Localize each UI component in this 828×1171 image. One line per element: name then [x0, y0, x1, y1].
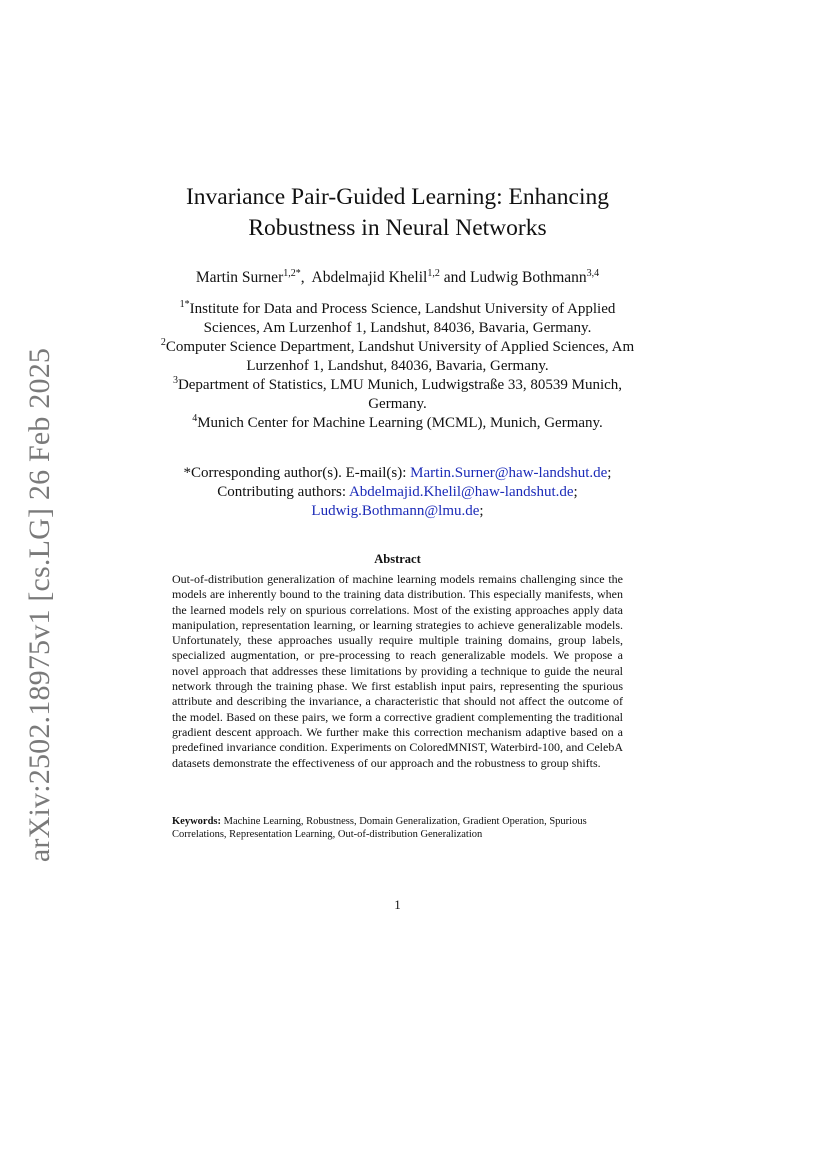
- contributing-authors-line-2: [150, 502, 645, 521]
- affiliation-text: Munich Center for Machine Learning (MCML), Munich, Germany.: [197, 415, 603, 431]
- title-line-2: Robustness in Neural Networks: [248, 215, 547, 241]
- email-separator: ;: [573, 484, 578, 500]
- affiliation: [150, 338, 645, 376]
- author-list: [150, 268, 645, 288]
- author-separator: and: [439, 269, 470, 286]
- contributing-authors-label: Contributing authors:: [217, 484, 349, 500]
- abstract-text: Out-of-distribution generalization of machine learning models remains challenging since the models are inherently bound to the training data distribution. This especially manifests, when the learned models rely on spurious correlations. Most of the existing approaches apply data manipulation, representation learning, or learning strategies to achieve generalizable models. Unfortunately, these approaches usually require multiple training domains, group labels, specialized augmentation, or pre-processing to reach generalizable models. We propose a novel approach that addresses these limitations by providing a technique to guide the neural network through the training phase. We first establish input pairs, representing the spurious attribute and describing the invariance, a characteristic that should not affect the outcome of the model. Based on these pairs, we form a corrective gradient complementing the traditional gradient descent approach. We further make this correction mechanism adaptive based on a predefined invariance condition. Experiments on ColoredMNIST, Waterbird-100, and CelebA datasets demonstrate the effectiveness of our approach and the robustness to group shifts.: [172, 572, 623, 770]
- contributing-authors-line: [150, 483, 645, 502]
- keywords: [172, 815, 623, 841]
- contributing-email-link[interactable]: Ludwig.Bothmann@lmu.de: [311, 503, 480, 519]
- contributing-email-link[interactable]: Abdelmajid.Khelil@haw-landshut.de: [348, 484, 574, 500]
- author-name: Martin Surner: [195, 269, 284, 286]
- affiliation: [150, 376, 645, 414]
- keywords-label: Keywords:: [172, 816, 221, 827]
- abstract-heading: Abstract: [374, 552, 421, 566]
- author-name: Abdelmajid Khelil: [311, 269, 428, 286]
- paper-title: [150, 182, 645, 244]
- affiliation-list: [150, 300, 645, 433]
- arxiv-identifier-stamp: arXiv:2502.18975v1 [cs.LG] 26 Feb 2025: [23, 347, 56, 863]
- affiliation-text: Department of Statistics, LMU Munich, Ludwigstraße 33, 80539 Munich, Germany.: [177, 377, 623, 412]
- author-name: Ludwig Bothmann: [469, 269, 587, 286]
- affiliation-text: Institute for Data and Process Science, Landshut University of Applied Sciences, Am Lurzenhof 1, Landshut, 84036, Bavaria, Germany.: [189, 301, 616, 336]
- corresponding-email-link[interactable]: Martin.Surner@haw-landshut.de: [410, 465, 608, 481]
- page-number: 1: [394, 897, 401, 912]
- affiliation: [150, 414, 645, 433]
- author-affiliation-marker: 1,2*: [283, 267, 301, 279]
- keywords-text: Machine Learning, Robustness, Domain Generalization, Gradient Operation, Spurious Correlations, Representation Learning, Out-of-distribution Generalization: [172, 816, 587, 840]
- title-line-1: Invariance Pair-Guided Learning: Enhancing: [185, 184, 609, 210]
- email-separator: ;: [479, 503, 484, 519]
- affiliation-marker: 4: [192, 413, 198, 424]
- affiliation-marker: 1*: [179, 299, 190, 310]
- affiliation: [150, 300, 645, 338]
- contact-information: [150, 464, 645, 521]
- email-separator: ;: [607, 465, 612, 481]
- affiliation-text: Computer Science Department, Landshut University of Applied Sciences, Am Lurzenhof 1, Landshut, 84036, Bavaria, Germany.: [165, 339, 635, 374]
- author-affiliation-marker: 3,4: [586, 267, 600, 279]
- author-affiliation-marker: 1,2: [427, 267, 440, 279]
- corresponding-author-label: *Corresponding author(s). E-mail(s):: [183, 465, 411, 481]
- affiliation-marker: 3: [172, 375, 178, 386]
- affiliation-marker: 2: [160, 337, 166, 348]
- corresponding-author-line: [150, 464, 645, 483]
- author-separator: ,: [300, 269, 312, 286]
